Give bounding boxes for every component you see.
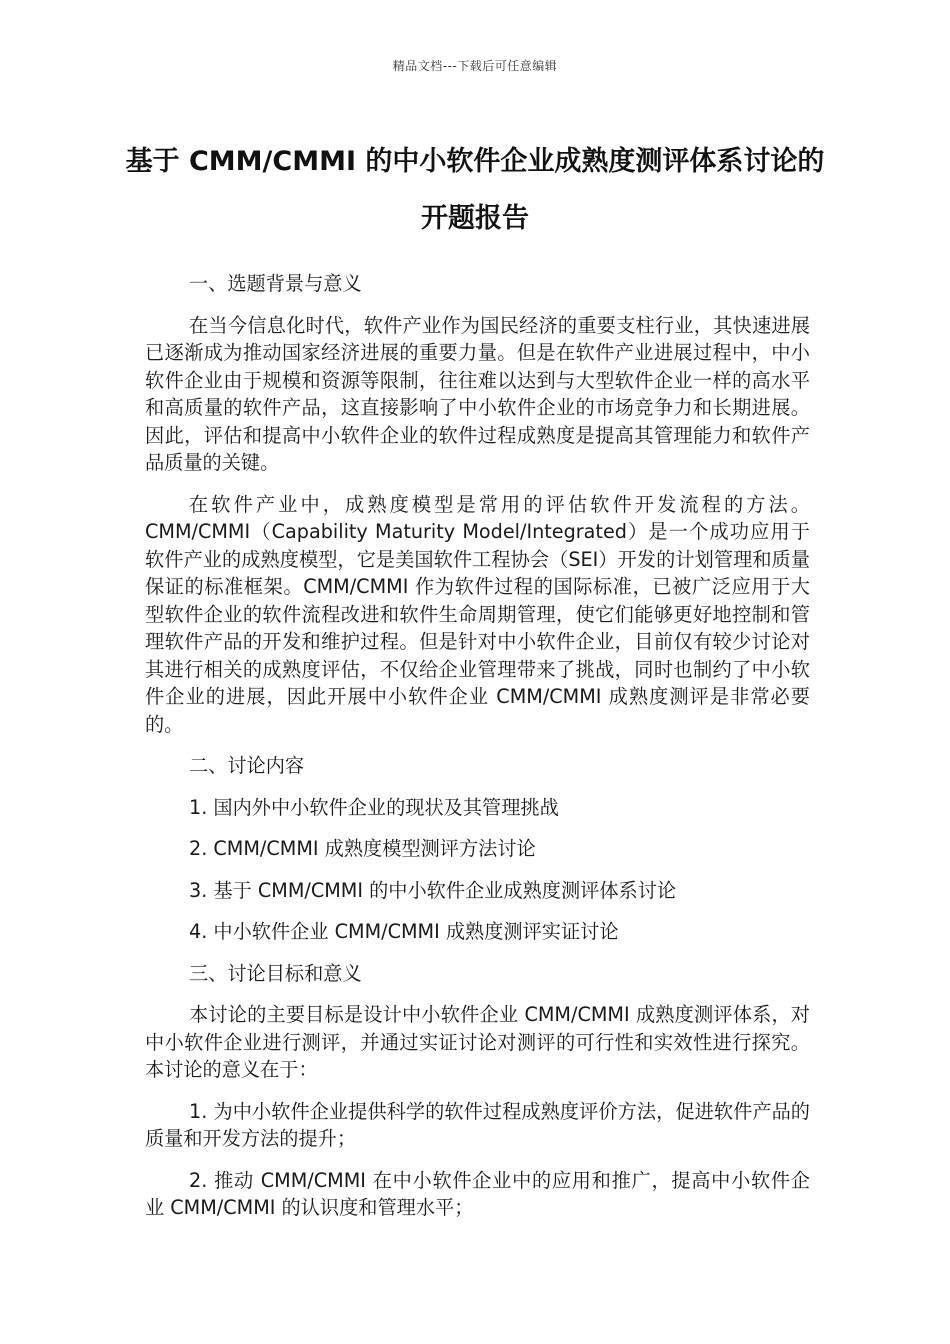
list-item-goals-2: 2. 推动 CMM/CMMI 在中小软件企业中的应用和推广，提高中小软件企业 CMM/CMMI 的认识度和管理水平； (145, 1168, 810, 1219)
list-item-content-4: 4. 中小软件企业 CMM/CMMI 成熟度测评实证讨论 (189, 920, 619, 943)
section-heading-background: 一、选题背景与意义 (189, 272, 362, 295)
section-heading-content: 二、讨论内容 (189, 754, 305, 777)
document-title: 基于 CMM/CMMI 的中小软件企业成熟度测评体系讨论的开题报告 (125, 146, 825, 234)
list-item-content-3: 3. 基于 CMM/CMMI 的中小软件企业成熟度测评体系讨论 (189, 878, 677, 902)
paragraph-goals-intro: 本讨论的主要目标是设计中小软件企业 CMM/CMMI 成熟度测评体系，对中小软件企业进行测评，并通过实证讨论对测评的可行性和实效性进行探究。本讨论的意义在于： (145, 1003, 810, 1081)
paragraph-background-1: 在当今信息化时代，软件产业作为国民经济的重要支柱行业，其快速进展已逐渐成为推动国家经济进展的重要力量。但是在软件产业进展过程中，中小软件企业由于规模和资源等限制，往往难以达到与大型软件企业一样的高水平和高质量的软件产品，这直接影响了中小软件企业的市场竞争力和长期进展。因此，评估和提高中小软件企业的软件过程成熟度是提高其管理能力和软件产品质量的关键。 (145, 313, 810, 474)
document-body (145, 270, 810, 1236)
header-note: 精品文档---下载后可任意编辑 (392, 59, 558, 73)
list-item-content-2: 2. CMM/CMMI 成熟度模型测评方法讨论 (189, 837, 536, 860)
list-item-content-1: 1. 国内外中小软件企业的现状及其管理挑战 (189, 795, 559, 819)
list-item-goals-1: 1. 为中小软件企业提供科学的软件过程成熟度评价方法，促进软件产品的质量和开发方法的提升； (145, 1099, 810, 1150)
paragraph-background-2: 在软件产业中，成熟度模型是常用的评估软件开发流程的方法。CMM/CMMI（Capability Maturity Model/Integrated）是一个成功应用于软件产业的成熟度模型，它是美国软件工程协会（SEI）开发的计划管理和质量保证的标准框架。CMM/CMMI 作为软件过程的国际标准，已被广泛应用于大型软件企业的软件流程改进和软件生命周期管理，使它们能够更好地控制和管理软件产品的开发和维护过程。但是针对中小软件企业，目前仅有较少讨论对其进行相关的成熟度评估，不仅给企业管理带来了挑战，同时也制约了中小软件企业的进展，因此开展中小软件企业 CMM/CMMI 成熟度测评是非常必要的。 (145, 492, 810, 736)
section-heading-goals: 三、讨论目标和意义 (189, 961, 362, 985)
